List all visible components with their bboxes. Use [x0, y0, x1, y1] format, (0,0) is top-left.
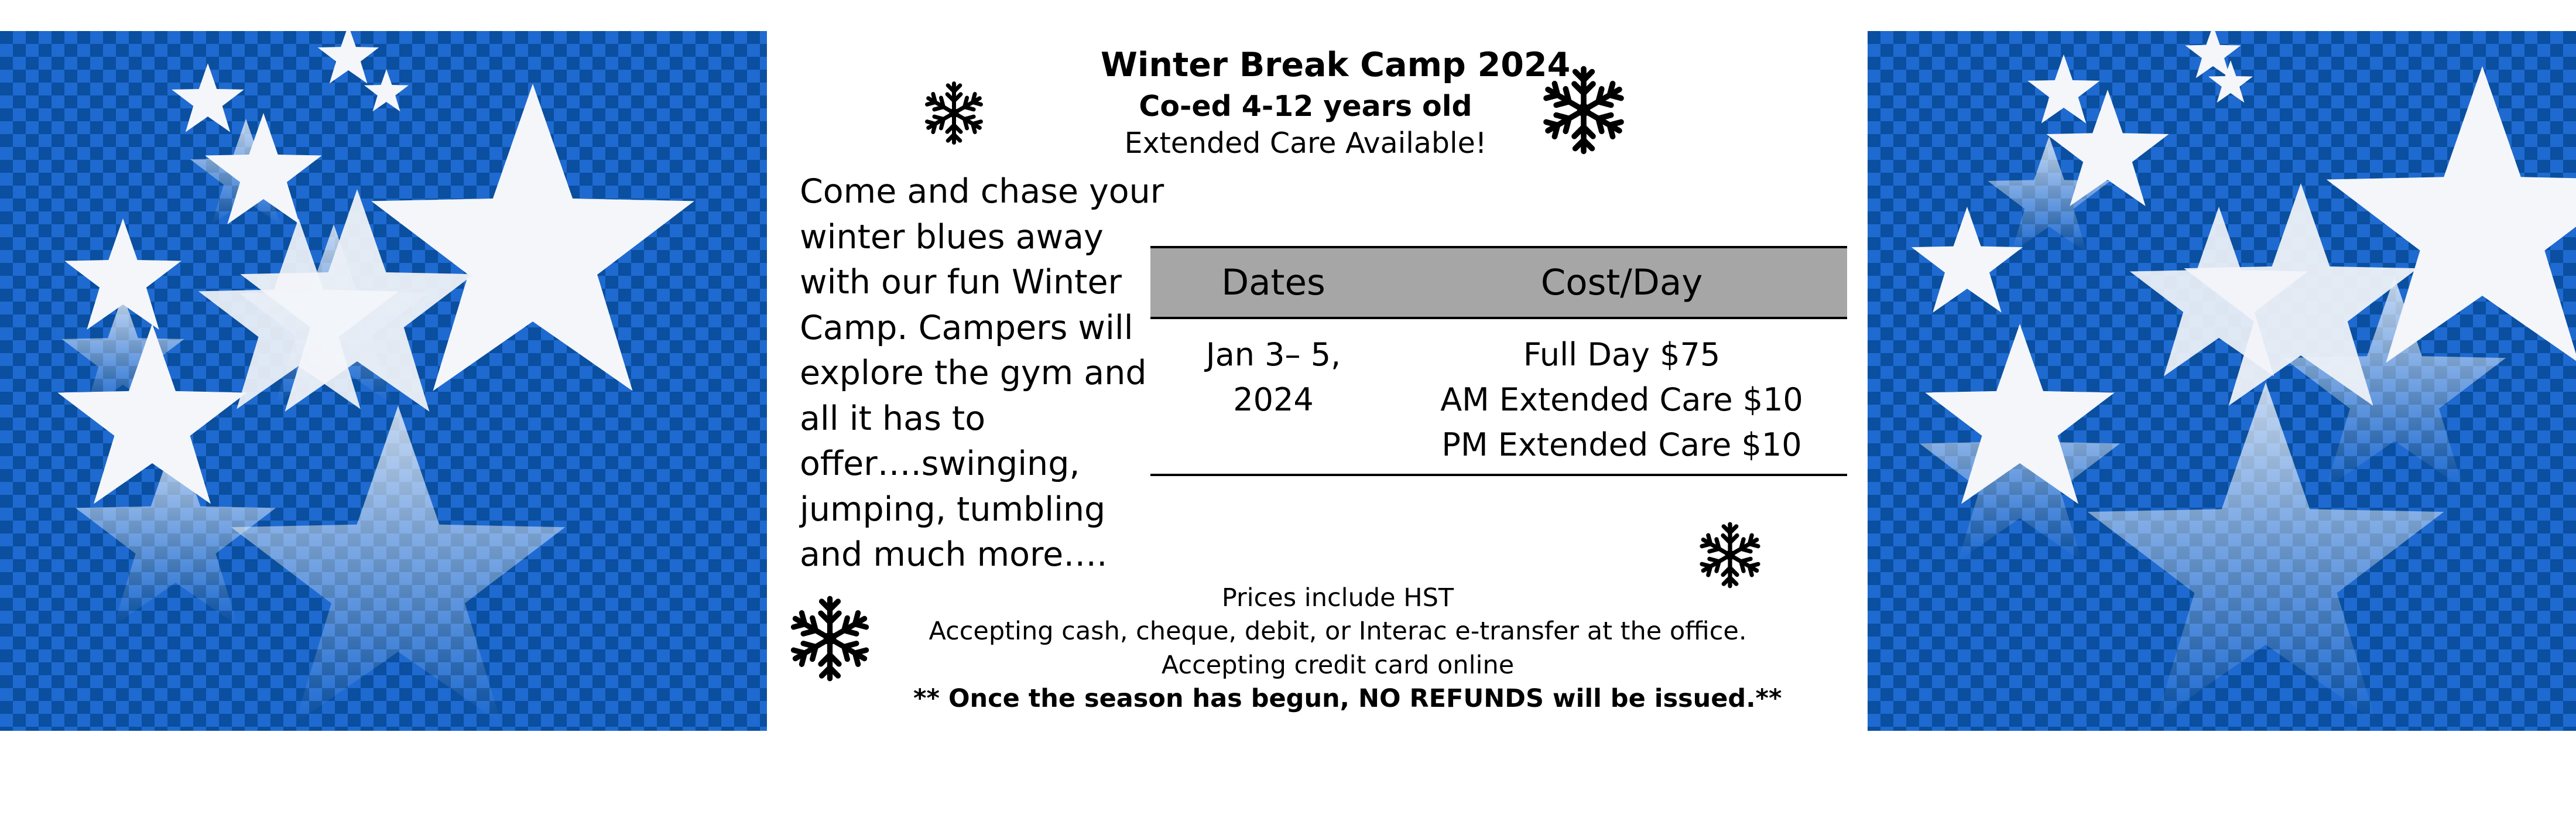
intro-paragraph: [800, 169, 1164, 578]
intro-line: Come and chase your: [800, 172, 1164, 211]
dates-line: Jan 3– 5,: [1205, 336, 1341, 373]
star-icon: [371, 84, 694, 391]
header-cost: Cost/Day: [1540, 262, 1703, 303]
dates-line: 2024: [1233, 381, 1314, 418]
left-stars: [0, 31, 767, 731]
age-range: Co-ed 4-12 years old: [1139, 90, 1472, 123]
cost-line: Full Day $75: [1523, 336, 1721, 373]
refund-policy: ** Once the season has begun, NO REFUNDS will be issued.**: [913, 684, 1782, 713]
snowflake-icon: [785, 587, 875, 690]
intro-line: jumping, tumbling: [800, 490, 1106, 529]
intro-line: offer….swinging,: [800, 444, 1080, 483]
camp-banner: [0, 31, 2576, 731]
table-header: [1150, 248, 1847, 319]
hst-note: Prices include HST: [1221, 583, 1454, 613]
intro-line: and much more….: [800, 535, 1108, 574]
extended-care-note: Extended Care Available!: [1124, 126, 1487, 160]
intro-line: explore the gym and: [800, 354, 1147, 392]
payment-methods: Accepting cash, cheque, debit, or Interac e-transfer at the office.: [929, 617, 1747, 646]
dates-cell: [1150, 332, 1396, 422]
intro-line: Camp. Campers will: [800, 308, 1133, 347]
snowflake-icon: [920, 75, 988, 151]
table-row: [1150, 319, 1847, 474]
star-icon: [2327, 66, 2576, 363]
left-star-panel: [0, 31, 767, 731]
snowflake-icon: [1695, 517, 1765, 593]
right-stars: [1868, 31, 2576, 731]
star-icon: [231, 406, 566, 724]
intro-line: winter blues away: [800, 217, 1104, 256]
header-dates: Dates: [1221, 262, 1325, 303]
star-icon: [364, 69, 409, 111]
star-icon: [2027, 54, 2100, 124]
page-title: Winter Break Camp 2024: [1101, 46, 1571, 84]
cost-line: PM Extended Care $10: [1441, 426, 1802, 463]
star-icon: [172, 63, 244, 132]
intro-line: all it has to: [800, 399, 986, 438]
cost-line: AM Extended Care $10: [1440, 381, 1803, 418]
star-icon: [1912, 207, 2023, 313]
cost-cell: [1396, 332, 1847, 467]
star-icon: [318, 31, 379, 83]
right-star-panel: [1868, 31, 2576, 731]
credit-card-note: Accepting credit card online: [1161, 651, 1515, 680]
pricing-table: [1150, 246, 1847, 476]
intro-line: with our fun Winter: [800, 263, 1122, 302]
